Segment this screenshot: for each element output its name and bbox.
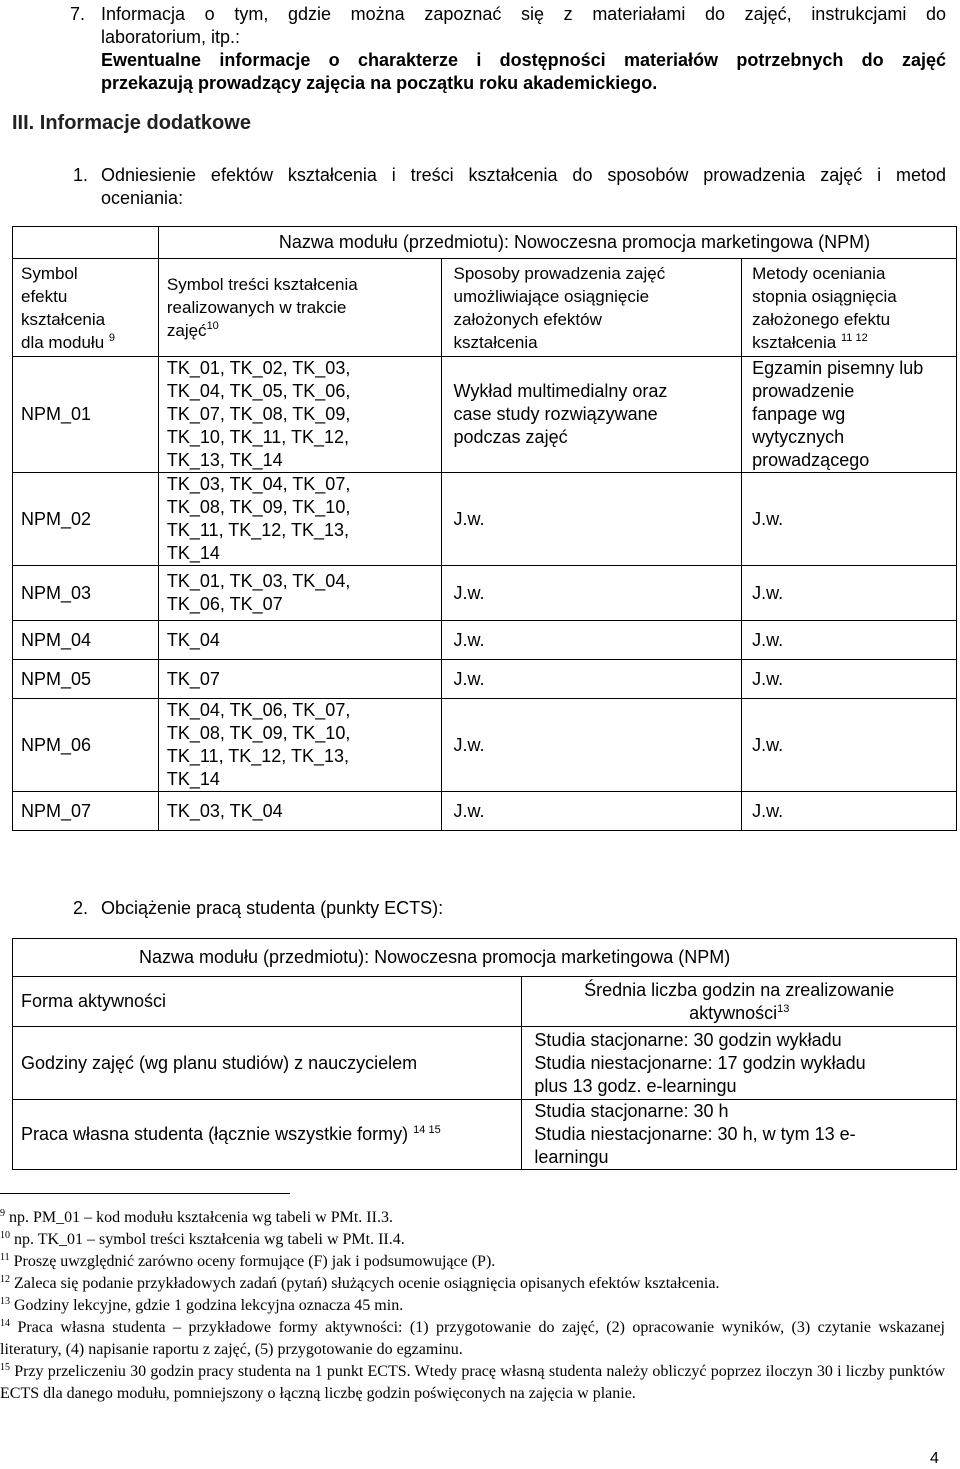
teaching-methods: Wykład multimedialny oraz case study rozwiązywane podczas zajęć: [441, 357, 742, 473]
teaching-methods: J.w.: [441, 621, 742, 660]
section-7-bold-line1: Ewentualne informacje o charakterze i dostępności materiałów potrzebnych do zajęć: [101, 50, 946, 70]
footnote: $^{14}$ Praca własna studenta – przykładowe formy aktywności: (1) przygotowanie do zajęć, (2) opracowanie wyników, (3) czytanie wskazanej literatury, (4) napisanie raportu z zajęć, (5) przygotowanie do egzaminu.: [0, 1318, 945, 1358]
assessment-methods: J.w.: [742, 621, 957, 660]
assessment-methods: J.w.: [742, 566, 957, 621]
assessment-methods: J.w.: [742, 699, 957, 792]
header-methods: Sposoby prowadzenia zajęć umożliwiające osiągnięcie założonych efektów kształcenia: [441, 259, 742, 357]
section-7-line1: Informacja o tym, gdzie można zapoznać się z materiałami do zajęć, instrukcjami do: [101, 4, 946, 24]
content-symbols: TK_03, TK_04, TK_07, TK_08, TK_09, TK_10, TK_11, TK_12, TK_13, TK_14: [158, 473, 441, 566]
footnote: $^{13}$ Godziny lekcyjne, gdzie 1 godzina lekcyjna oznacza 45 min.: [0, 1296, 404, 1314]
assessment-methods: J.w.: [742, 660, 957, 699]
item-2-number: 2.: [73, 898, 89, 918]
teaching-methods: J.w.: [441, 699, 742, 792]
effects-table: [12, 226, 957, 831]
footnote: $^{11}$ Proszę uwzględnić zarówno oceny formujące (F) jak i podsumowujące (P).: [0, 1252, 496, 1270]
table2-row1-hours: Studia stacjonarne: 30 godzin wykładu Studia niestacjonarne: 17 godzin wykładu plus 13 godz. e-learningu: [522, 1027, 957, 1100]
table2-header-form: Forma aktywności: [13, 977, 522, 1027]
table2-module-name: Nowoczesna promocja marketingowa (NPM): [374, 947, 731, 967]
table-row: [13, 357, 957, 473]
content-symbols: TK_07: [158, 660, 441, 699]
assessment-methods: J.w.: [742, 792, 957, 831]
header-assessment: Metody oceniania stopnia osiągnięcia założonego efektu kształcenia $^{11 12}$: [742, 259, 957, 357]
table-row: [13, 792, 957, 831]
page-number: 4: [930, 1450, 939, 1467]
effect-symbol: NPM_01: [13, 357, 159, 473]
table1-module-prefix: Nazwa modułu (przedmiotu):: [278, 232, 514, 252]
effect-symbol: NPM_05: [13, 660, 159, 699]
table2-module-row: [13, 939, 957, 977]
item-1-line1: Odniesienie efektów kształcenia i treści kształcenia do sposobów prowadzenia zajęć i metod: [101, 165, 946, 185]
header-symbol-effect: Symbol efektu kształcenia dla modułu $^9$: [13, 259, 159, 357]
section-7-line2: laboratorium, itp.:: [101, 27, 241, 47]
footnote: $^9$ np. PM_01 – kod modułu kształcenia wg tabeli w PMt. II.3.: [0, 1208, 393, 1226]
teaching-methods: J.w.: [441, 566, 742, 621]
teaching-methods: J.w.: [441, 660, 742, 699]
footnote: $^{15}$ Przy przeliczeniu 30 godzin pracy studenta na 1 punkt ECTS. Wtedy pracę własną studenta należy obliczyć poprzez iloczyn 30 i liczby punktów ECTS dla danego modułu, pomniejszony o łączną liczbę godzin poświęconych na zajęcia w planie.: [0, 1362, 946, 1402]
table2-row2-hours: Studia stacjonarne: 30 h Studia niestacjonarne: 30 h, w tym 13 e- learningu: [522, 1100, 957, 1170]
footnote: $^{10}$ np. TK_01 – symbol treści kształcenia wg tabeli w PMt. II.4.: [0, 1230, 405, 1248]
footnote-separator: [0, 1193, 290, 1194]
effect-symbol: NPM_03: [13, 566, 159, 621]
table2-header-hours: Średnia liczba godzin na zrealizowanie aktywności$^{13}$: [522, 977, 957, 1027]
item-1-line2: oceniania:: [101, 188, 184, 208]
effect-symbol: NPM_07: [13, 792, 159, 831]
section-title: III. Informacje dodatkowe: [12, 112, 251, 134]
table-row: [13, 621, 957, 660]
content-symbols: TK_01, TK_03, TK_04, TK_06, TK_07: [158, 566, 441, 621]
table1-module-row: [158, 227, 956, 259]
effect-symbol: NPM_04: [13, 621, 159, 660]
effect-symbol: NPM_06: [13, 699, 159, 792]
table-row: [13, 660, 957, 699]
assessment-methods: Egzamin pisemny lub prowadzenie fanpage wg wytycznych prowadzącego: [742, 357, 957, 473]
teaching-methods: J.w.: [441, 792, 742, 831]
table-row: [13, 473, 957, 566]
effect-symbol: NPM_02: [13, 473, 159, 566]
footnote: $^{12}$ Zaleca się podanie przykładowych zadań (pytań) służących ocenie osiągnięcia opisanych efektów kształcenia.: [0, 1274, 720, 1292]
section-7-bold-line2: przekazują prowadzący zajęcia na początku roku akademickiego.: [101, 73, 658, 93]
section-7-number: 7.: [70, 4, 86, 24]
teaching-methods: J.w.: [441, 473, 742, 566]
table-row: [13, 699, 957, 792]
assessment-methods: J.w.: [742, 473, 957, 566]
content-symbols: TK_04: [158, 621, 441, 660]
content-symbols: TK_03, TK_04: [158, 792, 441, 831]
ects-table: [12, 938, 957, 1170]
content-symbols: TK_04, TK_06, TK_07, TK_08, TK_09, TK_10, TK_11, TK_12, TK_13, TK_14: [158, 699, 441, 792]
section-7-text: [101, 3, 946, 95]
item-1-text: [101, 164, 946, 210]
item-1-number: 1.: [73, 165, 89, 185]
item-2-text: Obciążenie pracą studenta (punkty ECTS):: [101, 898, 444, 918]
footnotes: [0, 1207, 945, 1405]
table2-row2-form: Praca własna studenta (łącznie wszystkie formy) $^{14 15}$: [13, 1100, 522, 1170]
header-symbol-content: Symbol treści kształcenia realizowanych w trakcie zajęć$^{10}$: [158, 259, 441, 357]
table1-module-name: Nowoczesna promocja marketingowa (NPM): [513, 232, 871, 252]
table-row: [13, 566, 957, 621]
content-symbols: TK_01, TK_02, TK_03, TK_04, TK_05, TK_06, TK_07, TK_08, TK_09, TK_10, TK_11, TK_12, TK_13, TK_14: [158, 357, 441, 473]
table2-row1-form: Godziny zajęć (wg planu studiów) z nauczycielem: [13, 1027, 522, 1100]
table2-module-prefix: Nazwa modułu (przedmiotu):: [139, 947, 375, 967]
